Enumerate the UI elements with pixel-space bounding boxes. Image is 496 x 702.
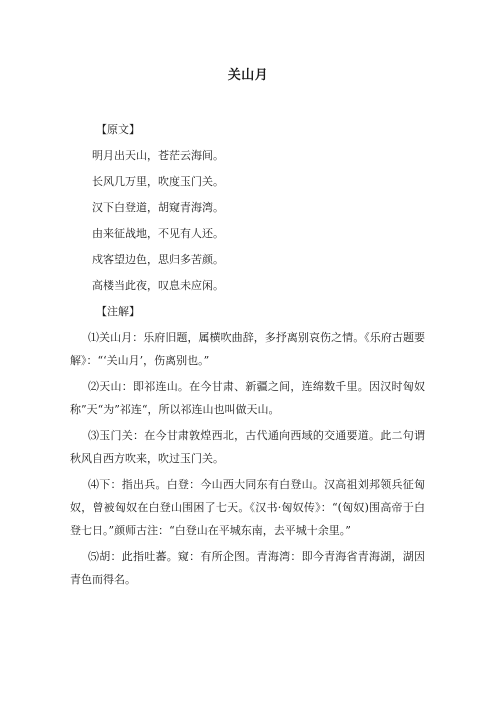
verse-line: 戍客望边色，思归多苦颜。 (92, 253, 224, 266)
note-item: ⑸胡：此指吐蕃。窥：有所企图。青海湾：即今青海省青海湖，湖因青色而得名。 (70, 550, 425, 586)
document-title: 关山月 (227, 68, 269, 83)
verse-line: 汉下白登道，胡窥青海湾。 (92, 201, 224, 214)
original-text-heading: 【原文】 (96, 123, 140, 136)
note-item: ⑷下：指出兵。白登：今山西大同东有白登山。汉高祖刘邦领兵征匈奴，曾被匈奴在白登山围困了七天。《汉书·匈奴传》：“(匈奴)围高帝于白登七日。”颜师古注：“白登山在平城东南，去平城十余里。” (70, 478, 425, 537)
notes-heading: 【注解】 (96, 305, 140, 318)
verse-line: 明月出天山，苍茫云海间。 (92, 149, 224, 162)
verse-line: 长风几万里，吹度玉门关。 (92, 175, 224, 188)
verse-line: 由来征战地，不见有人还。 (92, 227, 224, 240)
note-item: ⑵天山：即祁连山。在今甘肃、新疆之间，连绵数千里。因汉时匈奴称”天“为”祁连“，所以祁连山也叫做天山。 (70, 380, 425, 416)
verse-line: 高楼当此夜，叹息未应闲。 (92, 279, 224, 292)
document-body (70, 118, 425, 594)
note-item: ⑴关山月：乐府旧题，属横吹曲辞，多抒离别哀伤之情。《乐府古题要解》：“‘关山月’，伤离别也。” (70, 331, 425, 367)
note-item: ⑶玉门关：在今甘肃敦煌西北，古代通向西域的交通要道。此二句谓秋风自西方吹来，吹过玉门关。 (70, 429, 425, 465)
